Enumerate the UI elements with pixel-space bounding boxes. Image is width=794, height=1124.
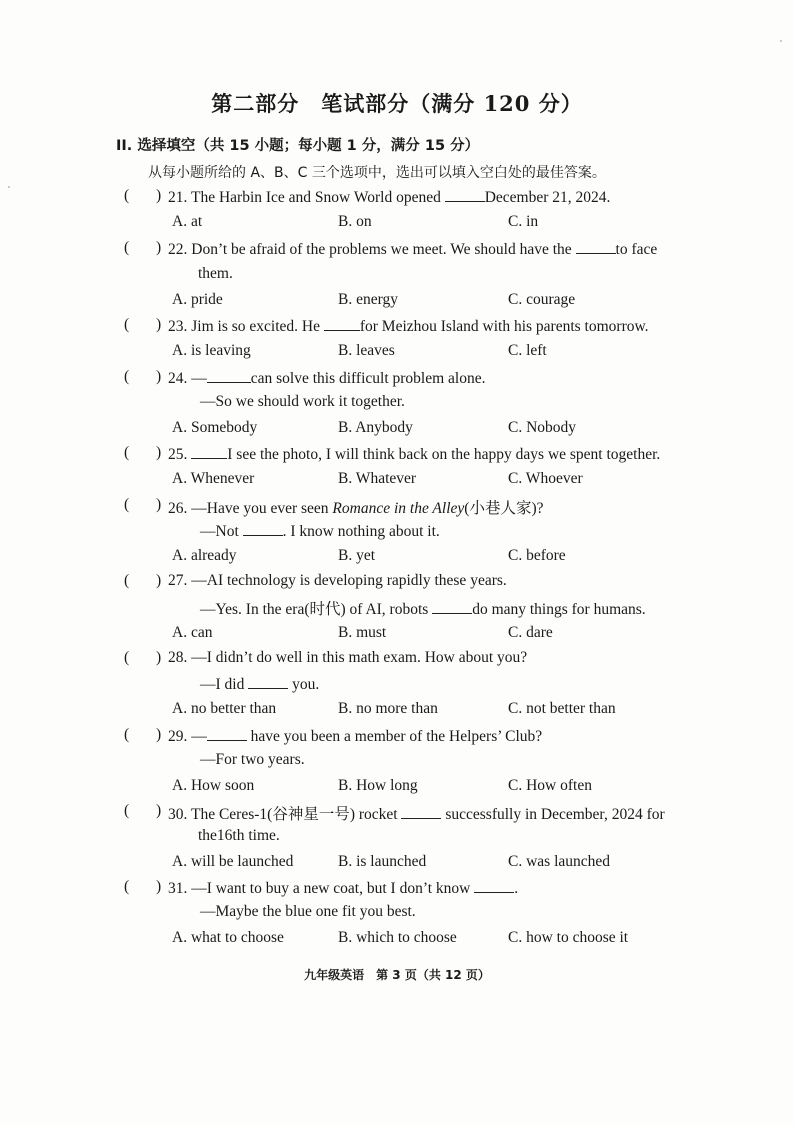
answer-paren-open: ( (124, 649, 130, 666)
section-heading: II. 选择填空（共 15 小题；每小题 1 分，满分 15 分） (116, 138, 480, 154)
option-b: B. on (338, 213, 372, 230)
option-a: A. Somebody (172, 419, 258, 436)
answer-blank (248, 674, 288, 689)
option-b: B. energy (338, 291, 398, 308)
question-stem: 26. —Have you ever seen Romance in the Alley(小巷人家)? (168, 500, 544, 517)
answer-paren-close: ) (156, 878, 162, 895)
question-stem: 21. The Harbin Ice and Snow World opened December 21, 2024. (168, 189, 611, 206)
section-instruction: 从每小题所给的 A、B、C 三个选项中，选出可以填入空白处的最佳答案。 (148, 165, 606, 181)
answer-paren-open: ( (124, 726, 130, 743)
option-c: C. not better than (508, 700, 616, 717)
option-a: A. can (172, 624, 213, 641)
question-stem: 25. I see the photo, I will think back on the happy days we spent together. (168, 446, 661, 463)
dialogue-reply: —Yes. In the era(时代) of AI, robots do many things for humans. (200, 601, 646, 618)
answer-paren-close: ) (156, 649, 162, 666)
option-c: C. Nobody (508, 419, 577, 436)
option-c: C. before (508, 547, 566, 564)
answer-paren-close: ) (156, 239, 162, 256)
option-c: C. How often (508, 777, 592, 794)
option-a: A. at (172, 213, 203, 230)
option-a: A. How soon (172, 777, 255, 794)
option-b: B. Whatever (338, 470, 417, 487)
answer-paren-open: ( (124, 878, 130, 895)
dialogue-reply: —Not . I know nothing about it. (200, 523, 440, 540)
answer-paren-close: ) (156, 496, 162, 513)
question-stem: 23. Jim is so excited. He for Meizhou Island with his parents tomorrow. (168, 318, 649, 335)
answer-paren-close: ) (156, 316, 162, 333)
option-b: B. no more than (338, 700, 438, 717)
question-stem-continued: the16th time. (198, 827, 280, 844)
answer-blank (576, 239, 616, 254)
option-b: B. must (338, 624, 387, 641)
option-c: C. left (508, 342, 547, 359)
page-title: 第二部分 笔试部分（满分 120 分） (211, 91, 583, 116)
answer-paren-open: ( (124, 444, 130, 461)
question-stem: 24. — can solve this difficult problem alone. (168, 370, 486, 387)
question-stem: 29. — have you been a member of the Helpers’ Club? (168, 728, 543, 745)
scan-speck (8, 186, 10, 188)
option-c: C. was launched (508, 853, 611, 870)
option-a: A. already (172, 547, 237, 564)
question-stem: 30. The Ceres-1(谷神星一号) rocket successfully in December, 2024 for (168, 806, 665, 823)
dialogue-reply: —So we should work it together. (200, 393, 405, 410)
option-c: C. dare (508, 624, 553, 641)
answer-blank (324, 316, 360, 331)
option-a: A. pride (172, 291, 223, 308)
answer-paren-close: ) (156, 187, 162, 204)
answer-blank (401, 804, 441, 819)
answer-paren-close: ) (156, 726, 162, 743)
answer-paren-open: ( (124, 239, 130, 256)
dialogue-reply: —For two years. (200, 751, 305, 768)
option-a: A. Whenever (172, 470, 255, 487)
answer-paren-close: ) (156, 368, 162, 385)
option-a: A. no better than (172, 700, 277, 717)
option-c: C. Whoever (508, 470, 583, 487)
dialogue-reply: —Maybe the blue one fit you best. (200, 903, 416, 920)
answer-paren-open: ( (124, 316, 130, 333)
answer-blank (191, 444, 227, 459)
answer-blank (207, 726, 247, 741)
answer-blank (207, 368, 251, 383)
option-b: B. leaves (338, 342, 395, 359)
answer-blank (445, 187, 485, 202)
scan-speck (780, 40, 782, 42)
answer-paren-open: ( (124, 572, 130, 589)
option-b: B. yet (338, 547, 376, 564)
dialogue-reply: —I did you. (200, 676, 320, 693)
option-a: A. will be launched (172, 853, 294, 870)
option-a: A. what to choose (172, 929, 284, 946)
answer-blank (432, 599, 472, 614)
question-stem: 27. —AI technology is developing rapidly these years. (168, 572, 507, 589)
question-stem: 28. —I didn’t do well in this math exam. How about you? (168, 649, 528, 666)
answer-paren-open: ( (124, 802, 130, 819)
option-b: B. which to choose (338, 929, 457, 946)
answer-paren-open: ( (124, 496, 130, 513)
answer-paren-close: ) (156, 802, 162, 819)
option-c: C. in (508, 213, 539, 230)
question-stem: 31. —I want to buy a new coat, but I don’t know . (168, 880, 519, 897)
option-b: B. is launched (338, 853, 427, 870)
option-c: C. courage (508, 291, 576, 308)
question-stem-continued: them. (198, 265, 233, 282)
option-c: C. how to choose it (508, 929, 629, 946)
answer-paren-open: ( (124, 187, 130, 204)
answer-blank (474, 878, 514, 893)
answer-blank (243, 521, 283, 536)
question-stem: 22. Don’t be afraid of the problems we meet. We should have the to face (168, 241, 658, 258)
page-footer: 九年级英语 第 3 页（共 12 页） (304, 968, 490, 982)
option-a: A. is leaving (172, 342, 251, 359)
answer-paren-close: ) (156, 572, 162, 589)
option-b: B. How long (338, 777, 418, 794)
answer-paren-close: ) (156, 444, 162, 461)
answer-paren-open: ( (124, 368, 130, 385)
option-b: B. Anybody (338, 419, 413, 436)
drama-title: Romance in the Alley (332, 500, 465, 517)
